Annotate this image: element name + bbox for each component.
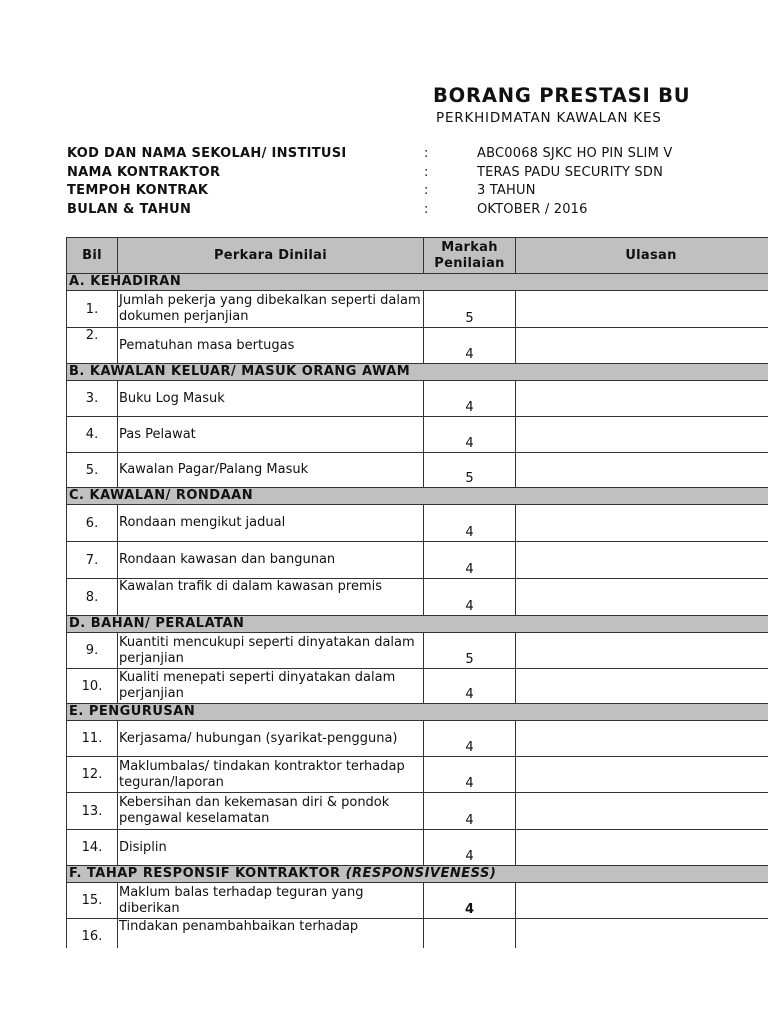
row-score[interactable]: 4: [424, 721, 516, 757]
row-bil: 1.: [67, 291, 118, 328]
info-value: OKTOBER / 2016: [477, 201, 588, 217]
row-item: Rondaan kawasan dan bangunan: [118, 542, 424, 579]
row-bil: 15.: [67, 883, 118, 919]
row-score[interactable]: 4: [424, 883, 516, 919]
section-title: C. KAWALAN/ RONDAAN: [67, 488, 768, 505]
row-bil: 9.: [67, 633, 118, 669]
row-score[interactable]: 4: [424, 542, 516, 579]
table-row: [67, 542, 768, 579]
row-ulasan[interactable]: [516, 757, 768, 793]
section-title-italic: (RESPONSIVENESS): [345, 866, 497, 881]
row-item: Pas Pelawat: [118, 417, 424, 453]
info-colon: :: [424, 164, 429, 180]
row-bil: 10.: [67, 669, 118, 704]
row-ulasan[interactable]: [516, 579, 768, 616]
info-value: ABC0068 SJKC HO PIN SLIM V: [477, 146, 673, 161]
row-ulasan[interactable]: [516, 542, 768, 579]
row-score[interactable]: 4: [424, 328, 516, 364]
table-row: [67, 883, 768, 919]
section-title: [67, 866, 768, 883]
row-bil: 3.: [67, 381, 118, 417]
row-bil: 6.: [67, 505, 118, 542]
info-row-month-year: [67, 202, 767, 221]
row-score[interactable]: 5: [424, 453, 516, 488]
row-item: Maklumbalas/ tindakan kontraktor terhadap teguran/laporan: [118, 757, 424, 793]
row-score[interactable]: 4: [424, 757, 516, 793]
table-row: [67, 919, 768, 949]
row-bil: 16.: [67, 919, 118, 949]
info-label: TEMPOH KONTRAK: [67, 183, 209, 198]
row-item: Pematuhan masa bertugas: [118, 328, 424, 364]
info-label: BULAN & TAHUN: [67, 201, 192, 217]
section-header: [67, 866, 768, 883]
section-header: [67, 488, 768, 505]
section-header: [67, 364, 768, 381]
info-colon: :: [424, 183, 429, 198]
table-row: [67, 417, 768, 453]
info-colon: :: [424, 146, 429, 161]
row-item: Kawalan Pagar/Palang Masuk: [118, 453, 424, 488]
row-item: Tindakan penambahbaikan terhadap: [118, 919, 424, 949]
section-header: [67, 274, 768, 291]
evaluation-table-wrapper: [66, 237, 768, 948]
info-label: NAMA KONTRAKTOR: [67, 164, 221, 180]
table-row: [67, 453, 768, 488]
row-score[interactable]: 5: [424, 633, 516, 669]
row-score[interactable]: 4: [424, 505, 516, 542]
row-bil: 5.: [67, 453, 118, 488]
table-row: [67, 793, 768, 830]
table-row: [67, 381, 768, 417]
row-ulasan[interactable]: [516, 883, 768, 919]
row-ulasan[interactable]: [516, 633, 768, 669]
table-row: [67, 579, 768, 616]
row-item: Maklum balas terhadap teguran yang diberikan: [118, 883, 424, 919]
info-row-period: [67, 183, 767, 202]
section-header: [67, 704, 768, 721]
section-title: B. KAWALAN KELUAR/ MASUK ORANG AWAM: [67, 364, 768, 381]
row-item: Jumlah pekerja yang dibekalkan seperti dalam dokumen perjanjian: [118, 291, 424, 328]
row-item: Kebersihan dan kekemasan diri & pondok pengawal keselamatan: [118, 793, 424, 830]
header-ulasan: Ulasan: [516, 238, 768, 274]
row-ulasan[interactable]: [516, 505, 768, 542]
header-markah: [424, 238, 516, 274]
section-title-text: F. TAHAP RESPONSIF KONTRAKTOR: [69, 866, 341, 881]
table-row: [67, 830, 768, 866]
table-row: [67, 757, 768, 793]
section-header: [67, 616, 768, 633]
row-bil: 13.: [67, 793, 118, 830]
row-bil: 7.: [67, 542, 118, 579]
info-colon: :: [424, 201, 429, 217]
page-subtitle: PERKHIDMATAN KAWALAN KES: [436, 110, 662, 126]
page-title: BORANG PRESTASI BU: [433, 84, 691, 107]
row-ulasan[interactable]: [516, 830, 768, 866]
row-ulasan[interactable]: [516, 721, 768, 757]
row-bil: 11.: [67, 721, 118, 757]
row-item: Kuantiti mencukupi seperti dinyatakan dalam perjanjian: [118, 633, 424, 669]
row-score[interactable]: 4: [424, 669, 516, 704]
row-score[interactable]: 4: [424, 381, 516, 417]
row-bil: 14.: [67, 830, 118, 866]
contract-info: [67, 146, 767, 220]
header-bil: Bil: [67, 238, 118, 274]
row-ulasan[interactable]: [516, 381, 768, 417]
evaluation-table: [66, 237, 768, 948]
section-title: E. PENGURUSAN: [67, 704, 768, 721]
table-row: [67, 328, 768, 364]
row-score[interactable]: 4: [424, 417, 516, 453]
row-ulasan[interactable]: [516, 291, 768, 328]
row-score[interactable]: 5: [424, 291, 516, 328]
header-perkara: Perkara Dinilai: [118, 238, 424, 274]
row-score[interactable]: [424, 919, 516, 949]
table-row: [67, 505, 768, 542]
row-ulasan[interactable]: [516, 919, 768, 949]
row-bil: 2.: [67, 328, 118, 364]
row-ulasan[interactable]: [516, 328, 768, 364]
row-score[interactable]: 4: [424, 793, 516, 830]
row-item: Kawalan trafik di dalam kawasan premis: [118, 579, 424, 616]
row-ulasan[interactable]: [516, 453, 768, 488]
header-markah-line2: Penilaian: [434, 255, 505, 271]
table-row: [67, 633, 768, 669]
section-title: D. BAHAN/ PERALATAN: [67, 616, 768, 633]
info-value: 3 TAHUN: [477, 183, 536, 198]
table-row: [67, 721, 768, 757]
section-title: A. KEHADIRAN: [67, 274, 768, 291]
info-value: TERAS PADU SECURITY SDN: [477, 164, 664, 180]
row-item: Rondaan mengikut jadual: [118, 505, 424, 542]
table-header-row: [67, 238, 768, 274]
info-row-contractor: [67, 165, 767, 184]
row-score[interactable]: 4: [424, 830, 516, 866]
header-markah-line1: Markah: [441, 239, 498, 255]
info-label: KOD DAN NAMA SEKOLAH/ INSTITUSI: [67, 146, 347, 161]
row-item: Buku Log Masuk: [118, 381, 424, 417]
row-bil: 8.: [67, 579, 118, 616]
row-ulasan[interactable]: [516, 417, 768, 453]
row-score[interactable]: 4: [424, 579, 516, 616]
table-row: [67, 669, 768, 704]
row-ulasan[interactable]: [516, 793, 768, 830]
table-row: [67, 291, 768, 328]
row-bil: 4.: [67, 417, 118, 453]
row-item: Disiplin: [118, 830, 424, 866]
row-ulasan[interactable]: [516, 669, 768, 704]
row-item: Kualiti menepati seperti dinyatakan dalam perjanjian: [118, 669, 424, 704]
row-item: Kerjasama/ hubungan (syarikat-pengguna): [118, 721, 424, 757]
row-bil: 12.: [67, 757, 118, 793]
info-row-school: [67, 146, 767, 165]
